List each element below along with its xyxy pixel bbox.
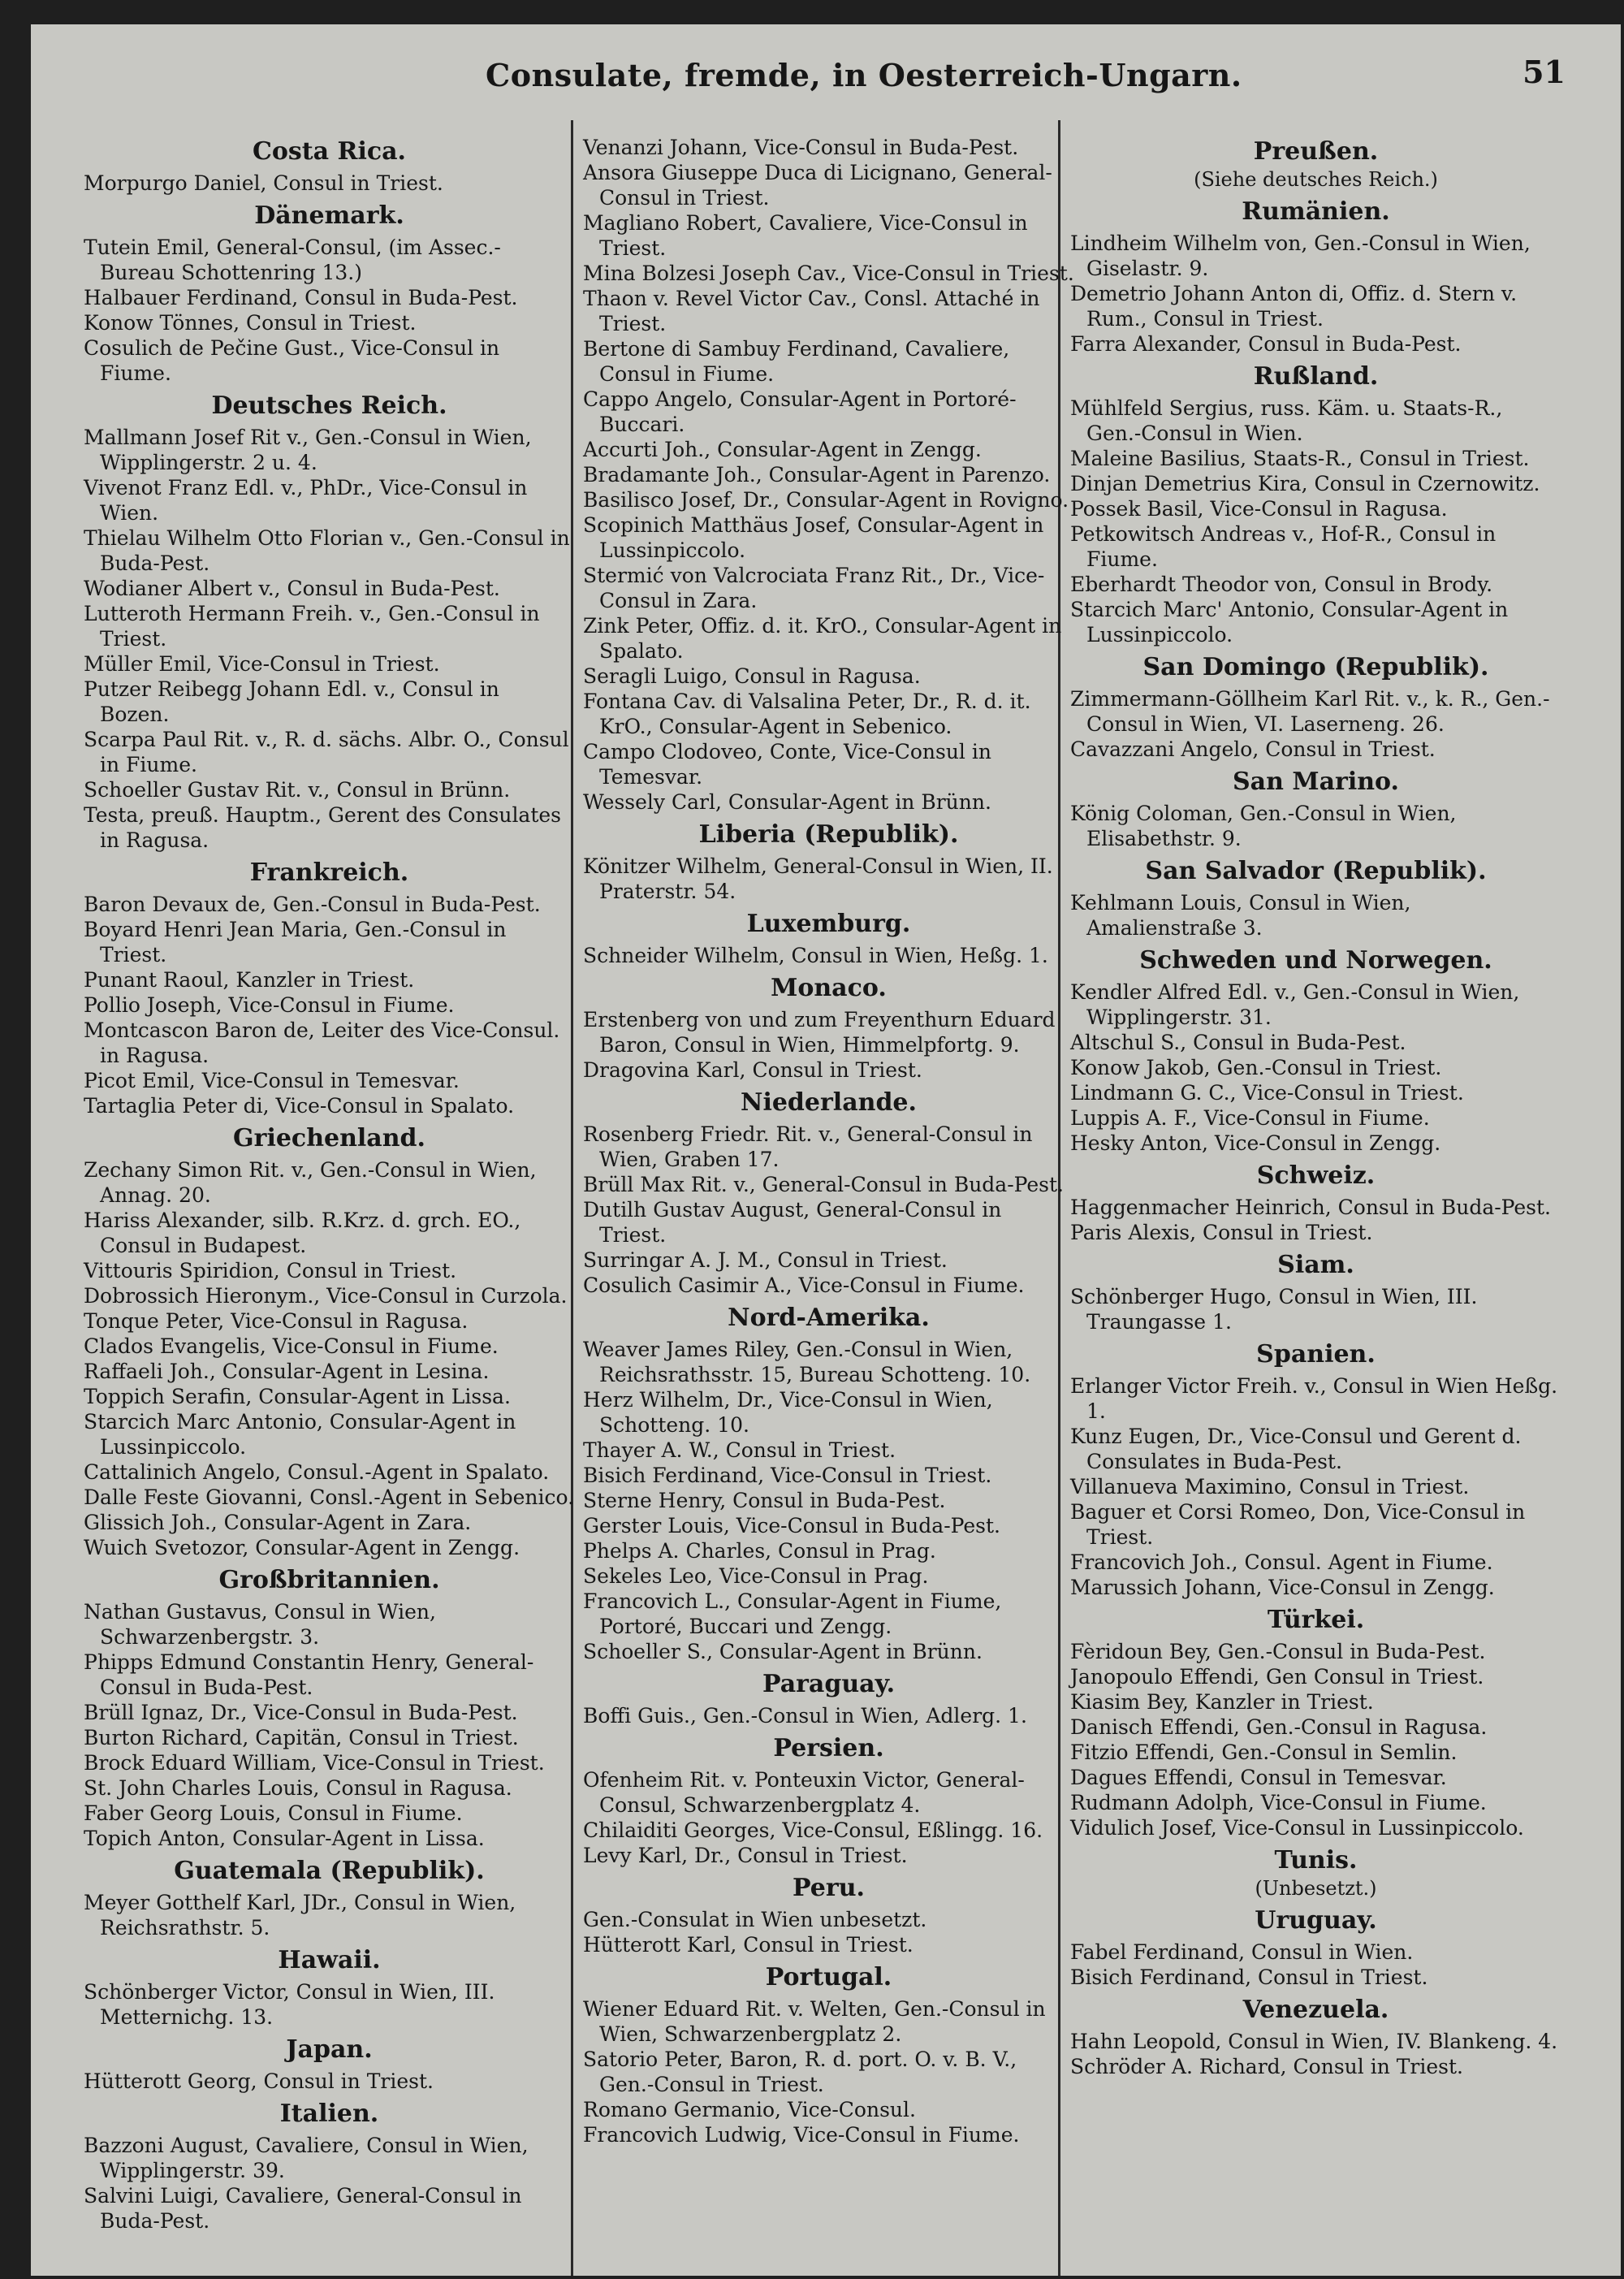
consul-entry: Raffaeli Joh., Consular-Agent in Lesina. [84, 1360, 490, 1383]
country-heading: Schweiz. [1256, 1161, 1376, 1190]
page-number: 51 [1522, 54, 1566, 90]
consul-entry: Kehlmann Louis, Consul in Wien, Amalienstraße 3. [1070, 891, 1411, 940]
consul-entry: Lindheim Wilhelm von, Gen.-Consul in Wien, Giselastr. 9. [1070, 231, 1531, 280]
consul-entry: Levy Karl, Dr., Consul in Triest. [583, 1844, 908, 1867]
consul-entry: Hariss Alexander, silb. R.Krz. d. grch. EO., Consul in Budapest. [84, 1209, 521, 1257]
country-section [84, 1567, 575, 1851]
consul-entry: Picot Emil, Vice-Consul in Temesvar. [84, 1069, 460, 1092]
consul-entry: König Coloman, Gen.-Consul in Wien, Elisabethstr. 9. [1070, 802, 1457, 850]
book-page [31, 24, 1621, 2276]
consul-entry: Starcich Marc Antonio, Consular-Agent in Lussinpiccolo. [84, 1410, 516, 1459]
country-section [84, 2036, 575, 2094]
country-heading: San Marino. [1233, 768, 1399, 796]
consul-entry: Hütterott Karl, Consul in Triest. [583, 1933, 914, 1957]
consul-entry: Lutteroth Hermann Freih. v., Gen.-Consul in Triest. [84, 602, 540, 651]
consul-entry: Sterne Henry, Consul in Buda-Pest. [583, 1489, 946, 1512]
country-heading: Uruguay. [1255, 1906, 1377, 1935]
consul-entry: Eberhardt Theodor von, Consul in Brody. [1070, 573, 1493, 596]
country-section [1070, 768, 1561, 851]
consul-entry: Francovich Joh., Consul. Agent in Fiume. [1070, 1550, 1493, 1574]
country-heading: Venezuela. [1242, 1996, 1389, 2024]
column-3 [1070, 135, 1561, 2086]
consul-entry: Chilaiditi Georges, Vice-Consul, Eßlingg. 16. [583, 1818, 1043, 1842]
country-heading: Deutsches Reich. [211, 391, 447, 420]
consul-entry: Zimmermann-Göllheim Karl Rit. v., k. R., Gen.-Consul in Wien, VI. Laserneng. 26. [1070, 687, 1550, 736]
country-section [583, 910, 1074, 968]
country-section [84, 859, 575, 1118]
consul-entry: Salvini Luigi, Cavaliere, General-Consul in Buda-Pest. [84, 2184, 522, 2233]
consul-entry: Müller Emil, Vice-Consul in Triest. [84, 652, 440, 676]
country-section [1070, 654, 1561, 762]
column-2 [583, 135, 1074, 2154]
consul-entry: Brüll Max Rit. v., General-Consul in Buda-Pest. [583, 1173, 1064, 1196]
consul-entry: Baguer et Corsi Romeo, Don, Vice-Consul in Triest. [1070, 1500, 1526, 1549]
consul-entry: Janopoulo Effendi, Gen Consul in Triest. [1070, 1665, 1484, 1689]
country-heading: Spanien. [1256, 1340, 1376, 1369]
consul-entry: Baron Devaux de, Gen.-Consul in Buda-Pest. [84, 893, 541, 916]
consul-entry: Thielau Wilhelm Otto Florian v., Gen.-Consul in Buda-Pest. [84, 526, 570, 575]
consul-entry: Scopinich Matthäus Josef, Consular-Agent in Lussinpiccolo. [583, 513, 1044, 562]
country-section [583, 1875, 1074, 1957]
country-heading: Niederlande. [741, 1088, 917, 1117]
consul-entry: Hahn Leopold, Consul in Wien, IV. Blankeng. 4. [1070, 2030, 1558, 2053]
consul-entry: Zink Peter, Offiz. d. it. KrO., Consular-Agent in Spalato. [583, 614, 1062, 663]
consul-entry: Cosulich de Pečine Gust., Vice-Consul in Fiume. [84, 336, 500, 385]
country-heading: Hawaii. [278, 1946, 381, 1974]
country-heading: Liberia (Republik). [698, 820, 959, 849]
consul-entry: Putzer Reibegg Johann Edl. v., Consul in Bozen. [84, 677, 499, 726]
consul-entry: Dinjan Demetrius Kira, Consul in Czernowitz. [1070, 472, 1540, 495]
consul-entry: Bazzoni August, Cavaliere, Consul in Wien, Wipplingerstr. 39. [84, 2134, 529, 2182]
consul-entry: Marussich Johann, Vice-Consul in Zengg. [1070, 1576, 1495, 1599]
consul-entry: Wodianer Albert v., Consul in Buda-Pest. [84, 577, 500, 600]
consul-entry: Cavazzani Angelo, Consul in Triest. [1070, 737, 1436, 761]
consul-entry: Thaon v. Revel Victor Cav., Consl. Attaché in Triest. [583, 287, 1040, 335]
consul-entry: Tonque Peter, Vice-Consul in Ragusa. [84, 1309, 469, 1333]
consul-entry: Könitzer Wilhelm, General-Consul in Wien, II. Praterstr. 54. [583, 854, 1053, 903]
consul-entry: Brock Eduard William, Vice-Consul in Triest. [84, 1751, 545, 1775]
country-heading: San Salvador (Republik). [1145, 857, 1487, 885]
consul-entry: Konow Tönnes, Consul in Triest. [84, 311, 417, 335]
consul-entry: Fèridoun Bey, Gen.-Consul in Buda-Pest. [1070, 1640, 1486, 1663]
country-section [1070, 138, 1561, 192]
country-section [1070, 198, 1561, 357]
consul-entry: Halbauer Ferdinand, Consul in Buda-Pest. [84, 286, 518, 309]
consul-entry: Starcich Marc' Antonio, Consular-Agent in Lussinpiccolo. [1070, 598, 1509, 647]
consul-entry: Danisch Effendi, Gen.-Consul in Ragusa. [1070, 1715, 1488, 1739]
consul-entry: Topich Anton, Consular-Agent in Lissa. [84, 1827, 485, 1850]
consul-entry: Wuich Svetozor, Consular-Agent in Zengg. [84, 1536, 520, 1559]
consul-entry: St. John Charles Louis, Consul in Ragusa. [84, 1776, 512, 1800]
country-heading: Schweden und Norwegen. [1139, 946, 1492, 975]
consul-entry: Gen.-Consulat in Wien unbesetzt. [583, 1908, 927, 1931]
country-heading: Portugal. [765, 1963, 892, 1991]
consul-entry: Sekeles Leo, Vice-Consul in Prag. [583, 1564, 929, 1588]
consul-entry: Villanueva Maximino, Consul in Triest. [1070, 1475, 1470, 1498]
consul-entry: Herz Wilhelm, Dr., Vice-Consul in Wien, Schotteng. 10. [583, 1388, 993, 1437]
consul-entry: Testa, preuß. Hauptm., Gerent des Consulates in Ragusa. [84, 803, 562, 852]
country-heading: Siam. [1277, 1251, 1354, 1279]
consul-entry: Hütterott Georg, Consul in Triest. [84, 2069, 434, 2093]
consul-entry: Stermić von Valcrociata Franz Rit., Dr., Vice-Consul in Zara. [583, 564, 1045, 612]
consul-entry: Paris Alexis, Consul in Triest. [1070, 1221, 1373, 1244]
consul-entry: Brüll Ignaz, Dr., Vice-Consul in Buda-Pest. [84, 1701, 518, 1724]
country-section [1070, 363, 1561, 647]
consul-entry: Kendler Alfred Edl. v., Gen.-Consul in Wien, Wipplingerstr. 31. [1070, 980, 1520, 1029]
consul-entry: Surringar A. J. M., Consul in Triest. [583, 1248, 948, 1272]
country-heading: Italien. [279, 2100, 379, 2128]
page-title: Consulate, fremde, in Oesterreich-Ungarn. [486, 57, 1242, 93]
country-section [1070, 1607, 1561, 1840]
consul-entry: Rudmann Adolph, Vice-Consul in Fiume. [1070, 1791, 1487, 1814]
country-heading: Paraguay. [762, 1670, 896, 1698]
consul-entry: Boffi Guis., Gen.-Consul in Wien, Adlerg. 1. [583, 1704, 1027, 1728]
consul-entry: Dutilh Gustav August, General-Consul in Triest. [583, 1198, 1002, 1247]
country-section [1070, 858, 1561, 941]
country-section [1070, 1907, 1561, 1990]
consul-entry: Basilisco Josef, Dr., Consular-Agent in Rovigno. [583, 488, 1069, 512]
consul-entry: Faber Georg Louis, Consul in Fiume. [84, 1801, 463, 1825]
country-heading: Türkei. [1267, 1606, 1365, 1634]
country-section [84, 1125, 575, 1560]
consul-entry: Ofenheim Rit. v. Ponteuxin Victor, General-Consul, Schwarzenbergplatz 4. [583, 1768, 1025, 1817]
consul-entry: Erlanger Victor Freih. v., Consul in Wien Heßg. 1. [1070, 1374, 1558, 1423]
consul-entry: Meyer Gotthelf Karl, JDr., Consul in Wien, Reichsrathstr. 5. [84, 1891, 516, 1940]
consul-entry: Boyard Henri Jean Maria, Gen.-Consul in Triest. [84, 918, 507, 967]
consul-entry: Possek Basil, Vice-Consul in Ragusa. [1070, 497, 1448, 521]
consul-entry: Phipps Edmund Constantin Henry, General-Consul in Buda-Pest. [84, 1650, 534, 1699]
consul-entry: Lindmann G. C., Vice-Consul in Triest. [1070, 1081, 1464, 1105]
consul-entry: Burton Richard, Capitän, Consul in Triest. [84, 1726, 519, 1749]
country-heading: Großbritannien. [218, 1566, 440, 1594]
consul-entry: Mallmann Josef Rit v., Gen.-Consul in Wien, Wipplingerstr. 2 u. 4. [84, 426, 532, 474]
consul-entry: Magliano Robert, Cavaliere, Vice-Consul in Triest. [583, 211, 1028, 260]
country-section [1070, 1847, 1561, 1901]
country-heading: Preußen. [1253, 137, 1379, 166]
consul-entry: Haggenmacher Heinrich, Consul in Buda-Pest. [1070, 1196, 1551, 1219]
consul-entry: Montcascon Baron de, Leiter des Vice-Consul. in Ragusa. [84, 1018, 560, 1067]
consul-entry: Punant Raoul, Kanzler in Triest. [84, 968, 415, 992]
consul-entry: Seragli Luigo, Consul in Ragusa. [583, 664, 921, 688]
country-section [583, 1671, 1074, 1728]
consul-entry: Cattalinich Angelo, Consul.-Agent in Spalato. [84, 1460, 550, 1484]
country-section [583, 1304, 1074, 1664]
country-section [583, 821, 1074, 904]
country-section [1070, 1996, 1561, 2079]
country-heading: Costa Rica. [253, 137, 406, 166]
country-heading: Monaco. [771, 974, 887, 1002]
consul-entry: Tartaglia Peter di, Vice-Consul in Spalato. [84, 1094, 515, 1118]
country-section [1070, 947, 1561, 1156]
consul-entry: Bradamante Joh., Consular-Agent in Parenzo. [583, 463, 1051, 487]
consul-entry: Kunz Eugen, Dr., Vice-Consul und Gerent d. Consulates in Buda-Pest. [1070, 1425, 1522, 1473]
consul-entry: Dagues Effendi, Consul in Temesvar. [1070, 1766, 1447, 1789]
consul-entry: Schröder A. Richard, Consul in Triest. [1070, 2055, 1463, 2078]
column-1 [84, 135, 575, 2240]
country-section [84, 2100, 575, 2234]
country-section [583, 1089, 1074, 1298]
country-heading: Japan. [286, 2035, 373, 2064]
country-heading: Rußland. [1253, 362, 1379, 391]
consul-entry: Vivenot Franz Edl. v., PhDr., Vice-Consul in Wien. [84, 476, 528, 525]
country-section [84, 1947, 575, 2030]
consul-entry: Schneider Wilhelm, Consul in Wien, Heßg. 1. [583, 944, 1048, 967]
consul-entry: Nathan Gustavus, Consul in Wien, Schwarzenbergstr. 3. [84, 1600, 436, 1649]
country-heading: Peru. [793, 1874, 865, 1902]
consul-entry: Zechany Simon Rit. v., Gen.-Consul in Wien, Annag. 20. [84, 1158, 537, 1207]
consul-entry: Phelps A. Charles, Consul in Prag. [583, 1539, 936, 1563]
consul-entry: Fontana Cav. di Valsalina Peter, Dr., R. d. it. KrO., Consular-Agent in Sebenico. [583, 690, 1031, 738]
consul-entry: Erstenberg von und zum Freyenthurn Eduard Baron, Consul in Wien, Himmelpfortg. 9. [583, 1008, 1056, 1057]
consul-entry: Hesky Anton, Vice-Consul in Zengg. [1070, 1131, 1441, 1155]
consul-entry: Dalle Feste Giovanni, Consl.-Agent in Sebenico. [84, 1485, 575, 1509]
country-section [84, 392, 575, 853]
consul-entry: Cappo Angelo, Consular-Agent in Portoré-Buccari. [583, 387, 1017, 436]
consul-entry: Thayer A. W., Consul in Triest. [583, 1438, 896, 1462]
consul-entry: Vidulich Josef, Vice-Consul in Lussinpiccolo. [1070, 1816, 1524, 1840]
consul-entry: Altschul S., Consul in Buda-Pest. [1070, 1031, 1406, 1054]
consul-entry: Schoeller Gustav Rit. v., Consul in Brünn. [84, 778, 511, 802]
consul-entry: Toppich Serafin, Consular-Agent in Lissa. [84, 1385, 511, 1408]
country-note: (Unbesetzt.) [1255, 1877, 1377, 1900]
consul-entry: Satorio Peter, Baron, R. d. port. O. v. B. V., Gen.-Consul in Triest. [583, 2048, 1017, 2096]
consul-entry: Vittouris Spiridion, Consul in Triest. [84, 1259, 457, 1282]
consul-entry: Maleine Basilius, Staats-R., Consul in Triest. [1070, 447, 1530, 470]
consul-entry: Scarpa Paul Rit. v., R. d. sächs. Albr. O., Consul in Fiume. [84, 728, 569, 776]
country-section [1070, 1162, 1561, 1245]
country-heading: Tunis. [1274, 1846, 1358, 1875]
consul-entry: Clados Evangelis, Vice-Consul in Fiume. [84, 1334, 499, 1358]
consul-entry: Schönberger Victor, Consul in Wien, III. Metternichg. 13. [84, 1980, 495, 2029]
country-section [84, 1857, 575, 1940]
consul-entry: Weaver James Riley, Gen.-Consul in Wien, Reichsrathsstr. 15, Bureau Schotteng. 10. [583, 1338, 1031, 1386]
country-heading: Dänemark. [254, 201, 404, 230]
consul-entry: Petkowitsch Andreas v., Hof-R., Consul in Fiume. [1070, 522, 1497, 571]
consul-entry: Demetrio Johann Anton di, Offiz. d. Stern v. Rum., Consul in Triest. [1070, 282, 1518, 331]
consul-entry: Tutein Emil, General-Consul, (im Assec.-Bureau Schottenring 13.) [84, 236, 501, 284]
consul-entry: Schönberger Hugo, Consul in Wien, III. Traungasse 1. [1070, 1285, 1478, 1334]
consul-entry: Farra Alexander, Consul in Buda-Pest. [1070, 332, 1462, 356]
country-section [1070, 1252, 1561, 1334]
consul-entry: Francovich L., Consular-Agent in Fiume, Portoré, Buccari und Zengg. [583, 1589, 1002, 1638]
consul-entry: Bisich Ferdinand, Vice-Consul in Triest. [583, 1464, 992, 1487]
country-heading: Rumänien. [1242, 197, 1390, 226]
consul-entry: Rosenberg Friedr. Rit. v., General-Consul in Wien, Graben 17. [583, 1122, 1033, 1171]
country-section [583, 135, 1074, 815]
consul-entry: Bertone di Sambuy Ferdinand, Cavaliere, Consul in Fiume. [583, 337, 1010, 386]
country-section [84, 202, 575, 386]
consul-entry: Fabel Ferdinand, Consul in Wien. [1070, 1940, 1414, 1964]
country-section [583, 1735, 1074, 1868]
country-note: (Siehe deutsches Reich.) [1194, 168, 1438, 191]
consul-entry: Wessely Carl, Consular-Agent in Brünn. [583, 790, 991, 814]
country-section [1070, 1341, 1561, 1600]
consul-entry: Dragovina Karl, Consul in Triest. [583, 1058, 922, 1082]
country-section [84, 138, 575, 196]
consul-entry: Dobrossich Hieronym., Vice-Consul in Curzola. [84, 1284, 568, 1308]
country-heading: Frankreich. [249, 858, 409, 887]
country-heading: Persien. [773, 1734, 884, 1762]
consul-entry: Glissich Joh., Consular-Agent in Zara. [84, 1511, 472, 1534]
consul-entry: Venanzi Johann, Vice-Consul in Buda-Pest. [583, 136, 1019, 159]
consul-entry: Mina Bolzesi Joseph Cav., Vice-Consul in Triest. [583, 262, 1074, 285]
consul-entry: Mühlfeld Sergius, russ. Käm. u. Staats-R., Gen.-Consul in Wien. [1070, 396, 1503, 445]
country-heading: Nord-Amerika. [728, 1304, 930, 1332]
consul-entry: Accurti Joh., Consular-Agent in Zengg. [583, 438, 982, 461]
country-section [583, 975, 1074, 1083]
country-heading: Griechenland. [233, 1124, 425, 1152]
consul-entry: Campo Clodoveo, Conte, Vice-Consul in Temesvar. [583, 740, 991, 789]
consul-entry: Kiasim Bey, Kanzler in Triest. [1070, 1690, 1374, 1714]
consul-entry: Pollio Joseph, Vice-Consul in Fiume. [84, 993, 455, 1017]
consul-entry: Bisich Ferdinand, Consul in Triest. [1070, 1965, 1428, 1989]
consul-entry: Schoeller S., Consular-Agent in Brünn. [583, 1640, 983, 1663]
consul-entry: Gerster Louis, Vice-Consul in Buda-Pest. [583, 1514, 1000, 1537]
country-heading: San Domingo (Republik). [1142, 653, 1489, 681]
country-heading: Guatemala (Republik). [174, 1857, 485, 1885]
consul-entry: Konow Jakob, Gen.-Consul in Triest. [1070, 1056, 1442, 1079]
country-heading: Luxemburg. [746, 910, 911, 938]
consul-entry: Morpurgo Daniel, Consul in Triest. [84, 171, 443, 195]
consul-entry: Luppis A. F., Vice-Consul in Fiume. [1070, 1106, 1430, 1130]
consul-entry: Fitzio Effendi, Gen.-Consul in Semlin. [1070, 1741, 1458, 1764]
consul-entry: Romano Germanio, Vice-Consul. [583, 2098, 916, 2121]
consul-entry: Cosulich Casimir A., Vice-Consul in Fiume. [583, 1274, 1025, 1297]
consul-entry: Ansora Giuseppe Duca di Licignano, General-Consul in Triest. [583, 161, 1052, 210]
country-section [583, 1964, 1074, 2147]
consul-entry: Wiener Eduard Rit. v. Welten, Gen.-Consul in Wien, Schwarzenbergplatz 2. [583, 1997, 1046, 2046]
consul-entry: Francovich Ludwig, Vice-Consul in Fiume. [583, 2123, 1020, 2147]
